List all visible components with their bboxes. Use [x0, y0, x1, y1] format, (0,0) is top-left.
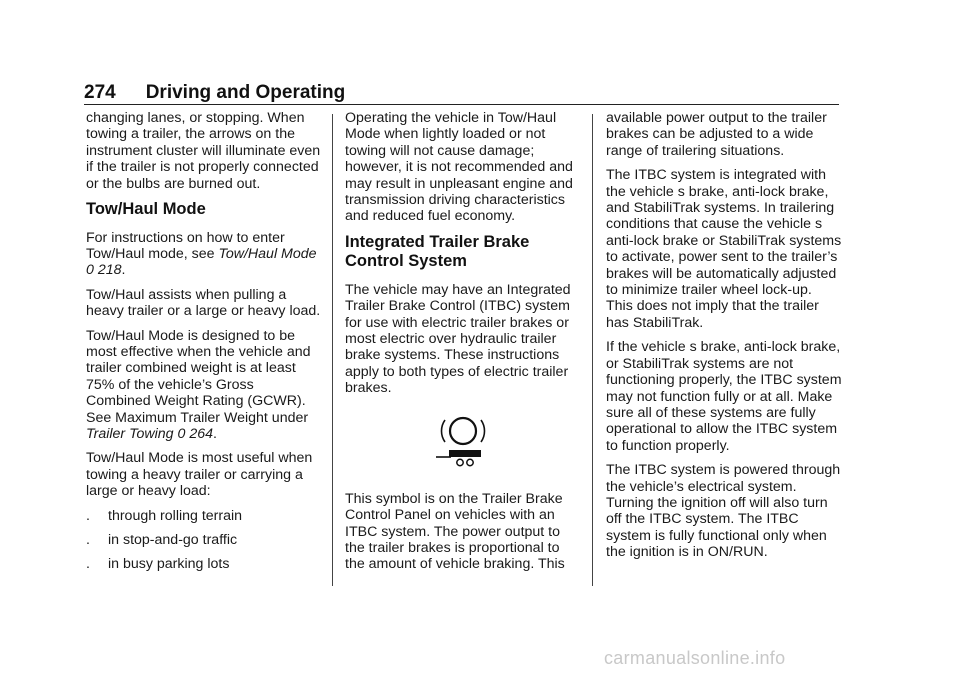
instructions-end: .	[121, 262, 126, 279]
header-rule	[84, 104, 839, 105]
instructions-text: For instructions on how to enter Tow/Haul mode, see	[86, 229, 285, 262]
paragraph-integrated: The ITBC system is integrated with the vehicle s brake, anti-lock brake, and StabiliTrak systems. In trailering conditions that cause the vehicle s anti-lock brake or StabiliTrak systems to activate, power sent to the trailer’s brakes will be automatically adjusted to minimize trailer wheel lock-up. This does not imply that the trailer has StabiliTrak.	[606, 167, 842, 331]
paragraph-not-functioning: If the vehicle s brake, anti-lock brake, or StabiliTrak systems are not functioning properly, the ITBC system may not function fully or at all. Make sure all of these systems are fully operational to allow the ITBC system to function properly.	[606, 339, 842, 454]
bullet-marker: .	[86, 532, 90, 549]
designed-text: Tow/Haul Mode is designed to be most effective when the vehicle and trailer combined weight is at least 75% of the vehicle’s Gross Combined Weight Rating (GCWR). See Maximum Trailer Weight under	[86, 327, 311, 426]
column-3	[606, 110, 842, 569]
paragraph-lightly-loaded: Operating the vehicle in Tow/Haul Mode when lightly loaded or not towing will not cause damage; however, it is not recommended and may result in unpleasant engine and transmission driving characteristics and reduced fuel economy.	[345, 110, 573, 225]
column-2	[345, 110, 581, 581]
page-ref-264[interactable]: 0 264	[177, 426, 213, 442]
bullet-text: in busy parking lots	[108, 556, 230, 573]
trailer-towing-link[interactable]: Trailer Towing	[86, 426, 174, 442]
list-item	[86, 556, 322, 572]
paragraph-designed	[86, 328, 322, 443]
paragraph-useful: Tow/Haul Mode is most useful when towing a heavy trailer or carrying a large or heavy load:	[86, 450, 313, 500]
column-1	[86, 110, 322, 581]
page-header	[84, 82, 345, 104]
bullet-marker: .	[86, 507, 90, 524]
bullet-marker: .	[86, 556, 90, 573]
page-number: 274	[84, 82, 116, 103]
list-item	[86, 508, 322, 524]
paragraph-powered: The ITBC system is powered through the vehicle’s electrical system. Turning the ignition off will also turn off the ITBC system. The ITBC system is fully functional only when the ignition is in ON/RUN.	[606, 462, 841, 561]
paragraph-instructions	[86, 230, 322, 279]
bullet-text: in stop-and-go traffic	[108, 532, 238, 549]
column-divider-1	[332, 114, 333, 586]
section-title: Driving and Operating	[145, 82, 346, 103]
tow-haul-mode-link[interactable]: Tow/Haul Mode	[218, 245, 317, 262]
heading-tow-haul-mode: Tow/Haul Mode	[86, 200, 206, 219]
paragraph-symbol: This symbol is on the Trailer Brake Control Panel on vehicles with an ITBC system. The power output to the trailer brakes is proportional to the amount of vehicle braking. This	[345, 490, 565, 573]
page-ref-218[interactable]: 0 218	[86, 262, 122, 279]
column-divider-2	[592, 114, 593, 586]
watermark: carmanualsonline.info	[604, 648, 786, 668]
paragraph-intro: changing lanes, or stopping. When towing a trailer, the arrows on the instrument cluster will illuminate even if the trailer is not properly connected or the bulbs are burned out.	[86, 110, 321, 192]
paragraph-itbc: The vehicle may have an Integrated Trailer Brake Control (ITBC) system for use with electric trailer brakes or most electric over hydraulic trailer brake systems. These instructions apply to both types of electric trailer brakes.	[345, 281, 571, 397]
list-item	[86, 532, 322, 548]
paragraph-assists: Tow/Haul assists when pulling a heavy trailer or a large or heavy load.	[86, 286, 321, 320]
designed-end: .	[213, 426, 217, 442]
bullet-text: through rolling terrain	[108, 507, 243, 524]
trailer-brake-icon	[433, 415, 493, 469]
paragraph-available-power: available power output to the trailer brakes can be adjusted to a wide range of trailering situations.	[606, 110, 827, 159]
heading-itbc-system: Integrated Trailer Brake Control System	[345, 232, 530, 271]
